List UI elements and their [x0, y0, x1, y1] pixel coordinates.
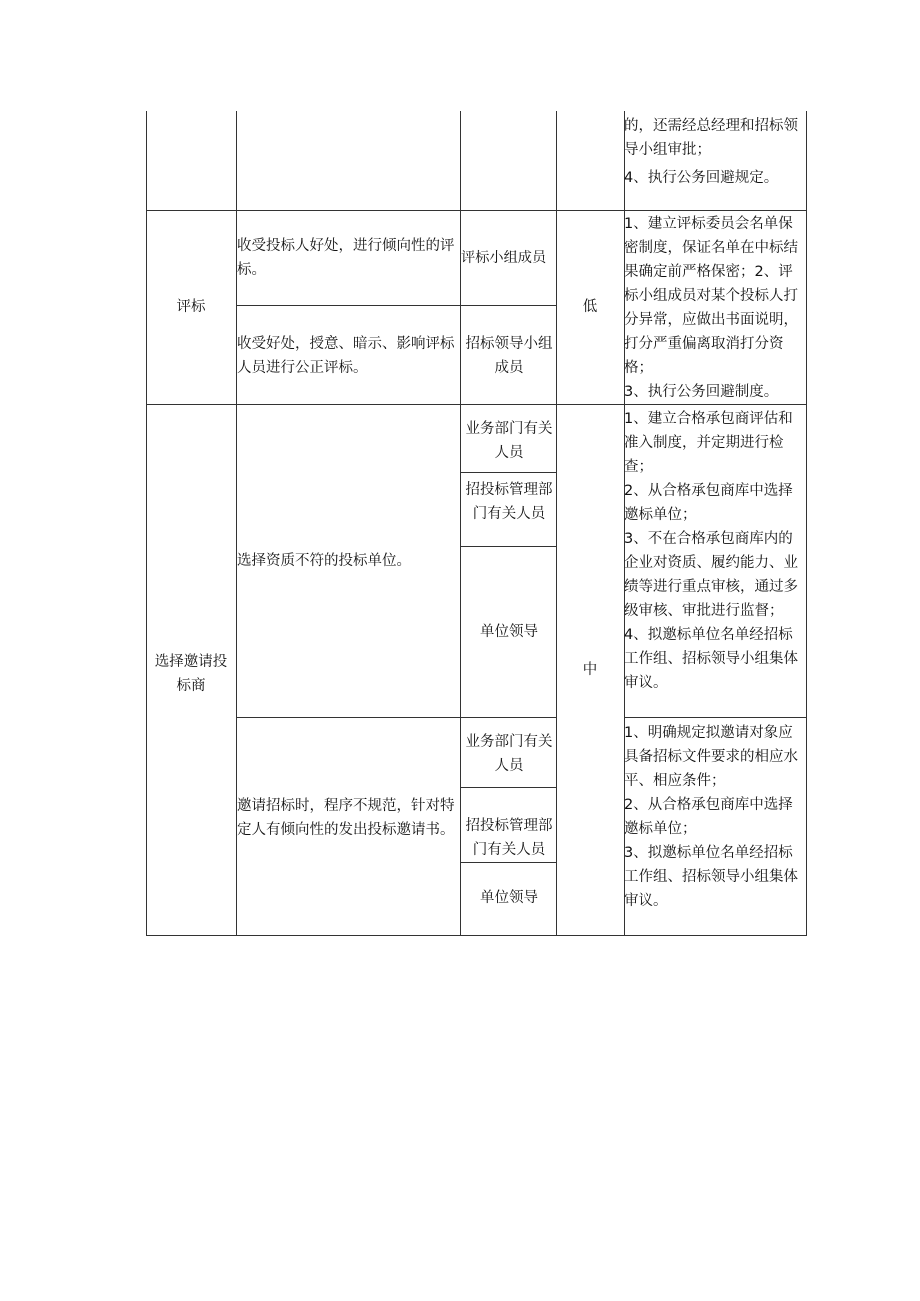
measure-line: 3、执行公务回避制度。: [624, 384, 779, 400]
table-border-bottom: [146, 935, 807, 936]
table-border-right: [806, 111, 807, 936]
row-divider: [460, 862, 557, 863]
row-divider: [236, 717, 557, 718]
selection-measures-2: [624, 721, 806, 913]
table-border-left: [146, 111, 147, 936]
selection-measures-1: [624, 407, 806, 695]
stage-selection: 选择邀请投标商: [154, 654, 228, 694]
risk-level: 低: [582, 299, 598, 315]
risk-position: 单位领导: [480, 624, 538, 640]
row-divider: [460, 546, 557, 547]
risk-position: 招标领导小组成员: [465, 336, 553, 376]
row-divider: [146, 210, 807, 211]
measure-line: 1、明确规定拟邀请对象应具备招标文件要求的相应水平、相应条件；: [624, 725, 798, 789]
measure-line: 2、从合格承包商库中选择邀标单位；: [624, 483, 793, 523]
row-divider: [460, 472, 557, 473]
measure-line: 4、执行公务回避规定。: [624, 170, 779, 186]
measure-line: 3、不在合格承包商库内的企业对资质、履约能力、业绩等进行重点审核，通过多级审核、审批进行监督；: [624, 531, 798, 619]
risk-position: 业务部门有关人员: [465, 734, 553, 774]
risk-description: 选择资质不符的投标单位。: [237, 553, 411, 569]
measure-line: 3、拟邀标单位名单经招标工作组、招标领导小组集体审议。: [624, 845, 798, 909]
risk-position: 招投标管理部门有关人员: [465, 482, 553, 522]
row-divider: [146, 404, 807, 405]
measure-line: 的，还需经总经理和招标领导小组审批；: [624, 118, 798, 158]
continuation-measures: [624, 114, 806, 190]
row-divider: [460, 787, 557, 788]
risk-position: 评标小组成员: [461, 250, 547, 266]
risk-position: 单位领导: [480, 890, 538, 906]
row-divider: [236, 305, 557, 306]
evaluation-measures: [624, 212, 806, 404]
measure-line: 1、建立评标委员会名单保密制度，保证名单在中标结果确定前严格保密；2、评标小组成员对某个投标人打分异常，应做出书面说明，打分严重偏离取消打分资格；: [624, 216, 798, 376]
risk-description: 邀请招标时，程序不规范，针对特定人有倾向性的发出投标邀请书。: [237, 798, 455, 838]
risk-position: 业务部门有关人员: [465, 421, 553, 461]
risk-description: 收受好处，授意、暗示、影响评标人员进行公正评标。: [237, 336, 455, 376]
measure-line: 2、从合格承包商库中选择邀标单位；: [624, 797, 793, 837]
risk-level: 中: [582, 662, 598, 678]
measure-line: 1、建立合格承包商评估和准入制度，并定期进行检查；: [624, 411, 793, 475]
measure-line: 4、拟邀标单位名单经招标工作组、招标领导小组集体审议。: [624, 627, 798, 691]
stage-evaluation: 评标: [176, 299, 206, 315]
risk-position: 招投标管理部门有关人员: [465, 818, 553, 858]
row-divider: [624, 717, 807, 718]
risk-description: 收受投标人好处，进行倾向性的评标。: [237, 238, 455, 278]
